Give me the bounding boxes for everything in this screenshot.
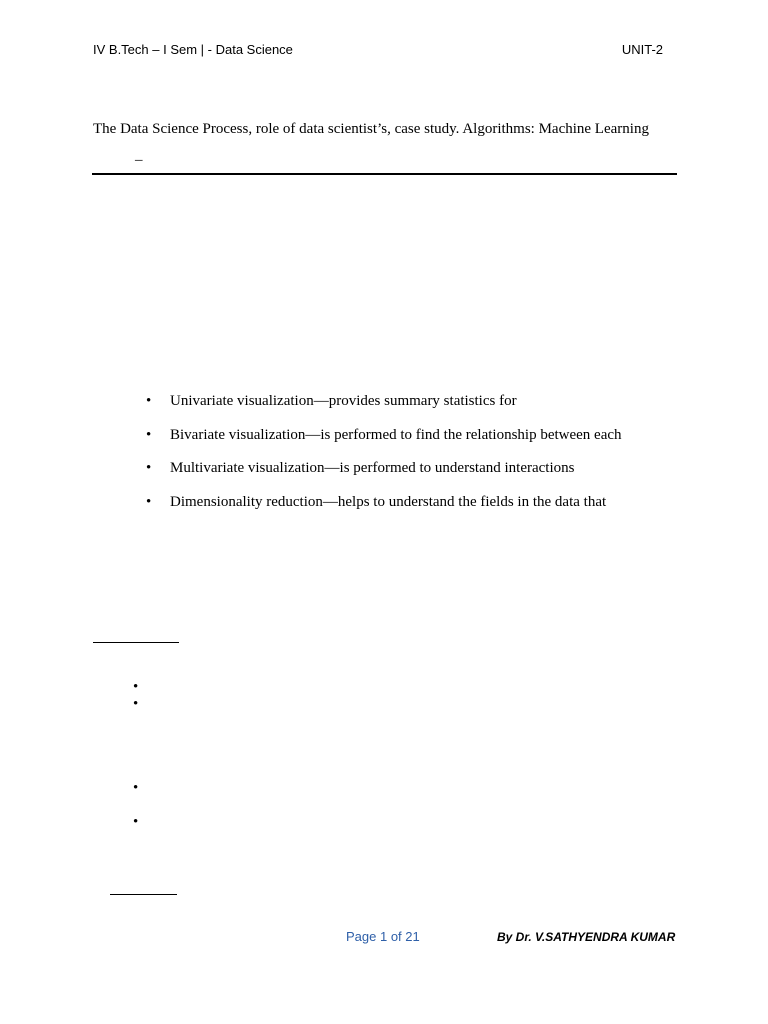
list-item-text: Multivariate visualization—is performed to understand interactions [170, 460, 575, 476]
bullet-icon: • [133, 696, 139, 712]
header-course-label: IV B.Tech – I Sem | - Data Science [93, 42, 293, 57]
page-header [93, 42, 663, 60]
unit-topics-heading: The Data Science Process, role of data scientist’s, case study. Algorithms: Machine Learning [93, 121, 649, 137]
bullet-icon: • [133, 814, 139, 830]
bullet-icon: • [146, 426, 152, 443]
section-heading-underline [93, 642, 179, 643]
section-heading-underline [110, 894, 177, 895]
bullet-icon: • [133, 780, 139, 796]
bullet-icon: • [146, 460, 152, 476]
bullet-icon: • [146, 493, 152, 510]
list-item-text: Dimensionality reduction—helps to understand the fields in the data that [170, 493, 607, 510]
list-item-text: Univariate visualization—provides summary statistics for [170, 393, 517, 409]
heading-divider [92, 173, 677, 175]
bullet-icon: • [133, 679, 139, 695]
bullet-icon: • [146, 393, 152, 409]
author-credit: By Dr. V.SATHYENDRA KUMAR [497, 930, 676, 944]
unit-topics-continuation: – [135, 152, 143, 168]
page-number: Page 1 of 21 [346, 929, 420, 944]
list-item-text: Bivariate visualization—is performed to find the relationship between each [170, 426, 622, 443]
header-unit-label: UNIT-2 [621, 42, 663, 57]
